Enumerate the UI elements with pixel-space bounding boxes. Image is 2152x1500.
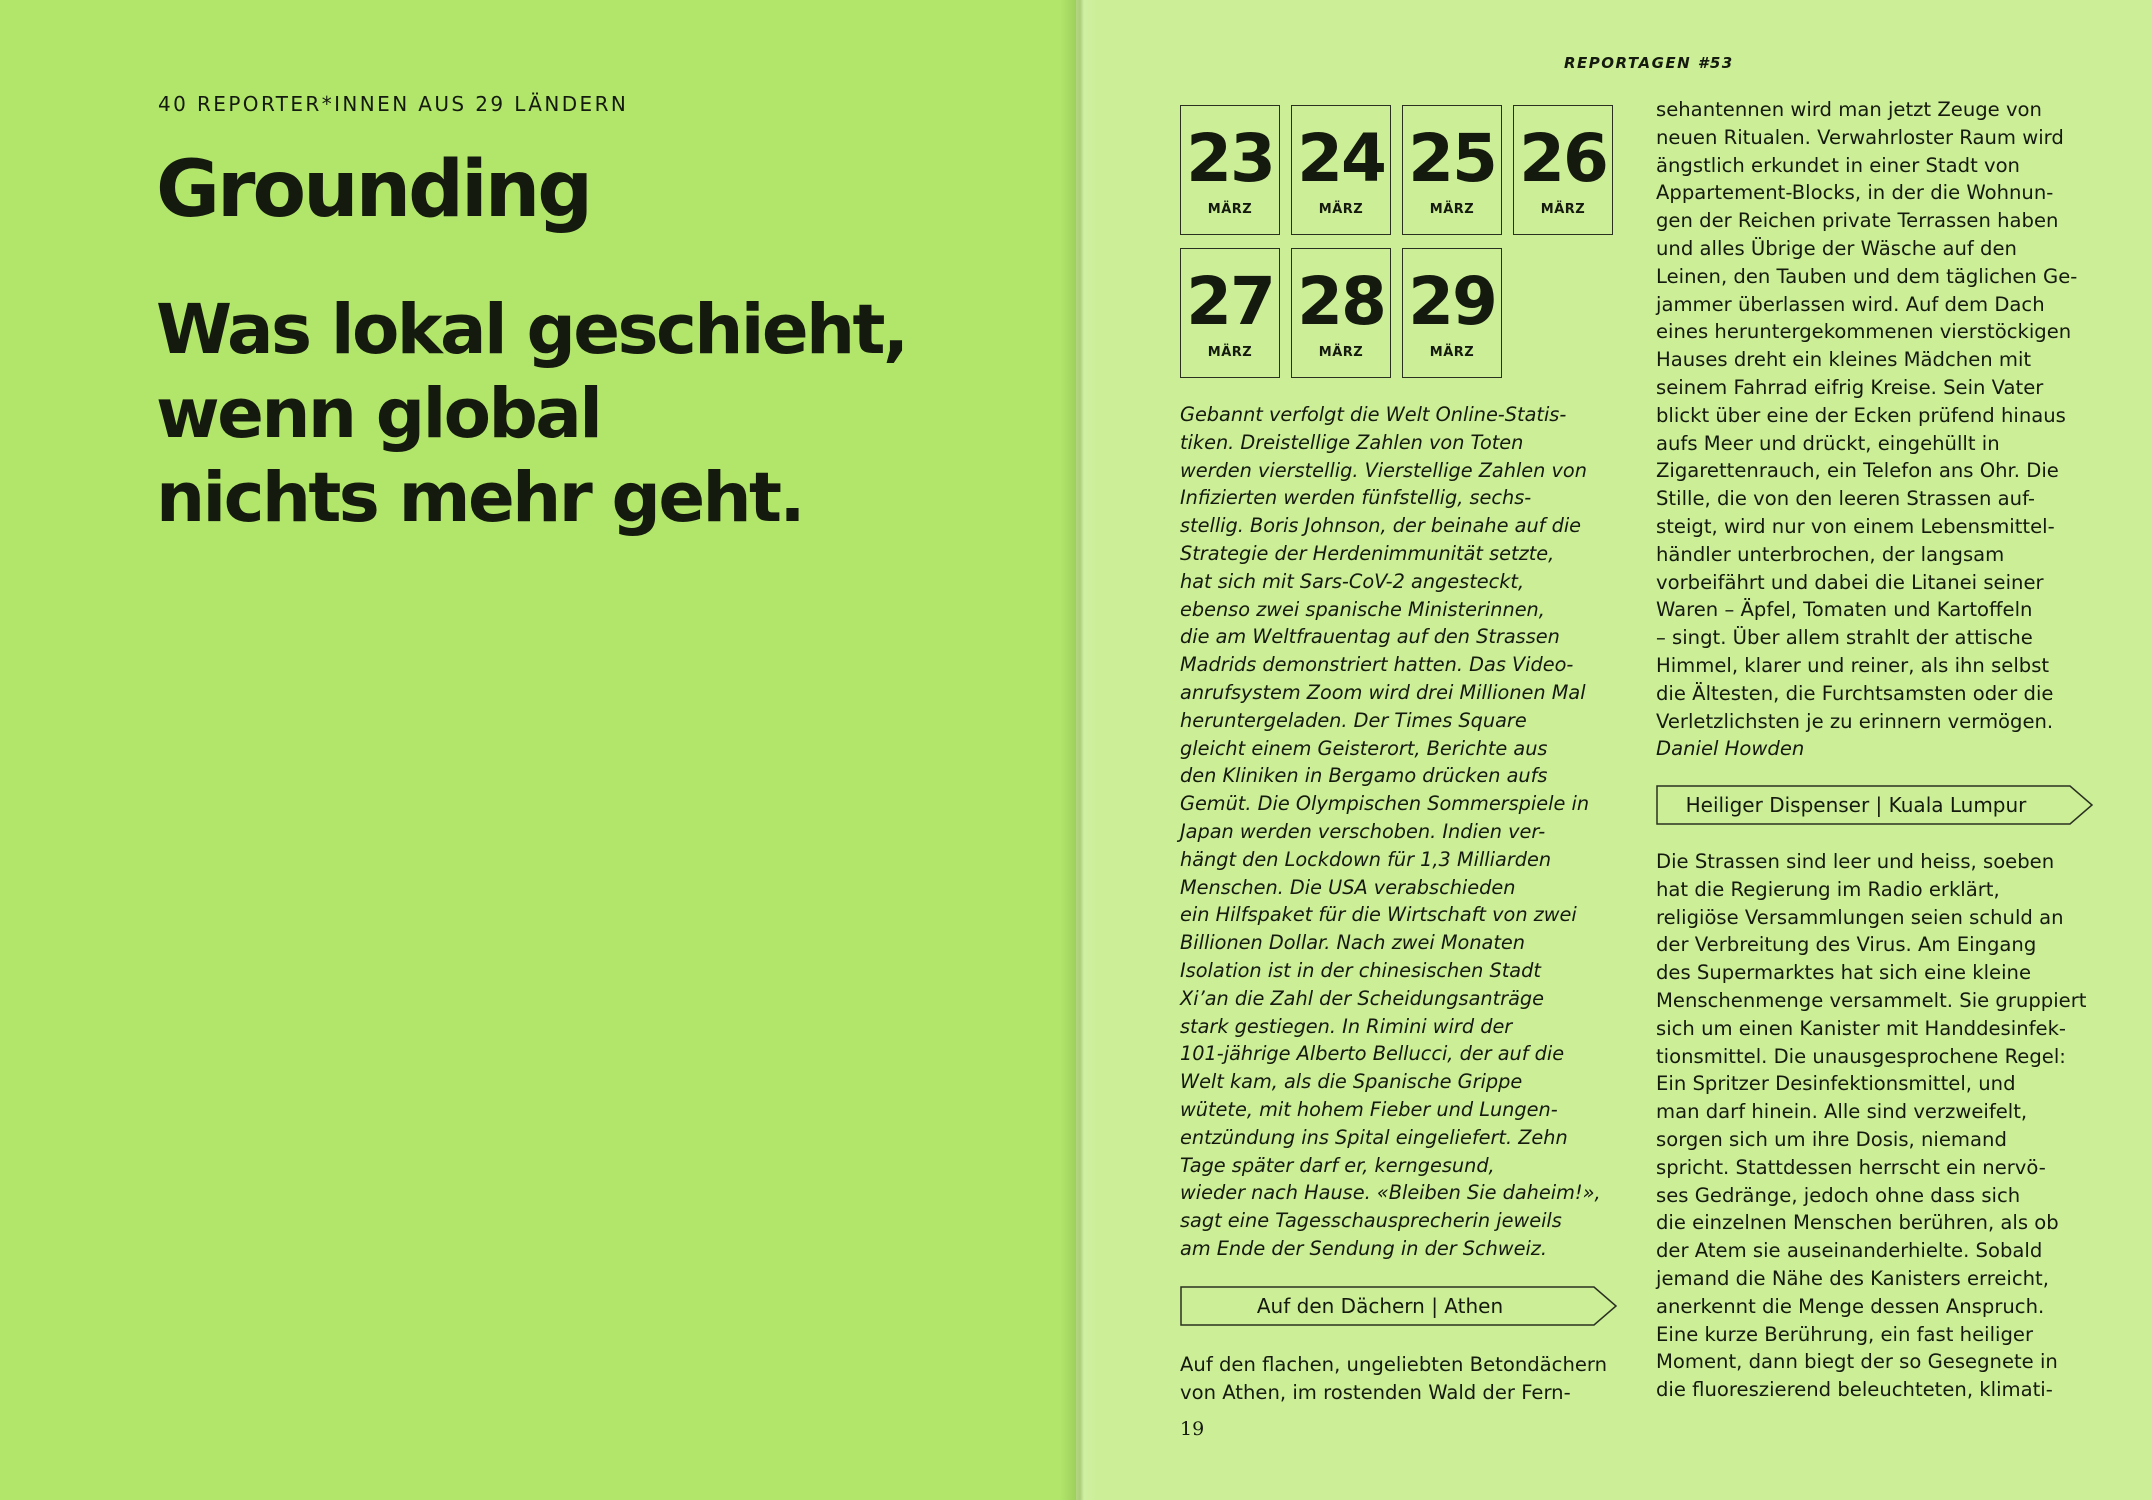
- body-line: sorgen sich um ihre Dosis, niemand: [1656, 1127, 2007, 1151]
- subtitle-line: Was lokal geschieht,: [156, 290, 907, 370]
- kuala-lumpur-text: [1656, 848, 2104, 1404]
- body-line: sich um einen Kanister mit Handdesinfek-: [1656, 1016, 2066, 1040]
- intro-line: hängt den Lockdown für 1,3 Milliarden: [1180, 847, 1552, 871]
- body-line: von Athen, im rostenden Wald der Fern-: [1180, 1380, 1571, 1404]
- date-box: [1513, 105, 1613, 235]
- body-line: tionsmittel. Die unausgesprochene Regel:: [1656, 1044, 2066, 1068]
- section-tag-label: Heiliger Dispenser | Kuala Lumpur: [1685, 793, 2027, 817]
- intro-line: werden vierstellig. Vierstellige Zahlen von: [1180, 458, 1587, 482]
- intro-line: Strategie der Herdenimmunität setzte,: [1180, 541, 1555, 565]
- page-spine: [1060, 0, 1100, 1500]
- athens-text-start: [1180, 1351, 1628, 1407]
- intro-line: Japan werden verschoben. Indien ver-: [1180, 819, 1546, 843]
- body-line: Eine kurze Berührung, ein fast heiliger: [1656, 1322, 2034, 1346]
- intro-line: Isolation ist in der chinesischen Stadt: [1180, 958, 1541, 982]
- kicker: 40 REPORTER*INNEN AUS 29 LÄNDERN: [158, 92, 629, 116]
- body-line: Zigarettenrauch, ein Telefon ans Ohr. Die: [1656, 459, 2059, 483]
- body-line: religiöse Versammlungen seien schuld an: [1656, 905, 2064, 929]
- intro-line: Welt kam, als die Spanische Grippe: [1180, 1070, 1523, 1094]
- body-line: sehantennen wird man jetzt Zeuge von: [1656, 98, 2042, 121]
- body-line: Himmel, klarer und reiner, als ihn selbst: [1656, 653, 2050, 677]
- intro-line: wütete, mit hohem Fieber und Lungen-: [1180, 1097, 1558, 1121]
- subtitle-line: nichts mehr geht.: [156, 458, 804, 538]
- date-month: MÄRZ: [1540, 202, 1586, 217]
- date-month: MÄRZ: [1429, 202, 1475, 217]
- intro-line: stellig. Boris Johnson, der beinahe auf die: [1180, 514, 1582, 538]
- author-name: Daniel Howden: [1656, 737, 1805, 761]
- body-line: Die Strassen sind leer und heiss, soeben: [1656, 850, 2055, 873]
- body-line: der Verbreitung des Virus. Am Eingang: [1656, 933, 2037, 957]
- date-box: [1291, 105, 1391, 235]
- body-line: Leinen, den Tauben und dem täglichen Ge-: [1656, 264, 2078, 288]
- date-day: 29: [1408, 263, 1496, 340]
- body-line: jammer überlassen wird. Auf dem Dach: [1656, 292, 2045, 316]
- intro-line: sagt eine Tagesschausprecherin jeweils: [1180, 1209, 1562, 1233]
- body-line: eines heruntergekommenen vierstöckigen: [1656, 320, 2072, 344]
- intro-line: ebenso zwei spanische Ministerinnen,: [1180, 597, 1545, 621]
- date-month: MÄRZ: [1318, 202, 1364, 217]
- intro-line: Gemüt. Die Olympischen Sommerspiele in: [1180, 792, 1590, 816]
- intro-line: Menschen. Die USA verabschieden: [1180, 875, 1516, 899]
- body-line: neuen Ritualen. Verwahrloster Raum wird: [1656, 125, 2064, 149]
- intro-line: heruntergeladen. Der Times Square: [1180, 708, 1527, 732]
- intro-line: tiken. Dreistellige Zahlen von Toten: [1180, 430, 1524, 454]
- body-line: jemand die Nähe des Kanisters erreicht,: [1656, 1266, 2049, 1290]
- intro-line: entzündung ins Spital eingeliefert. Zehn: [1180, 1125, 1568, 1149]
- body-line: die fluoreszierend beleuchteten, klimati-: [1656, 1378, 2053, 1402]
- date-day: 25: [1408, 120, 1496, 197]
- intro-line: den Kliniken in Bergamo drücken aufs: [1180, 764, 1548, 788]
- intro-line: die am Weltfrauentag auf den Strassen: [1180, 625, 1560, 649]
- date-month: MÄRZ: [1207, 202, 1253, 217]
- subtitle-line: wenn global: [156, 374, 601, 454]
- date-box: [1402, 248, 1502, 378]
- date-day: 26: [1519, 120, 1607, 197]
- body-line: ses Gedränge, jedoch ohne dass sich: [1656, 1183, 2021, 1207]
- subtitle: [156, 288, 907, 540]
- date-box: [1180, 248, 1280, 378]
- body-line: Hauses dreht ein kleines Mädchen mit: [1656, 348, 2032, 372]
- intro-line: anrufsystem Zoom wird drei Millionen Mal: [1180, 680, 1586, 704]
- body-line: der Atem sie auseinanderhielte. Sobald: [1656, 1239, 2043, 1263]
- body-line: vorbeifährt und dabei die Litanei seiner: [1656, 570, 2044, 594]
- body-line: gen der Reichen private Terrassen haben: [1656, 209, 2059, 233]
- intro-line: Infizierten werden fünfstellig, sechs-: [1180, 486, 1532, 510]
- body-line: anerkennt die Menge dessen Anspruch.: [1656, 1294, 2045, 1318]
- intro-line: Tage später darf er, kerngesund,: [1180, 1153, 1495, 1177]
- body-line: Appartement-Blocks, in der die Wohnun-: [1656, 181, 2054, 205]
- intro-line: Gebannt verfolgt die Welt Online-Statis-: [1180, 403, 1567, 426]
- date-month: MÄRZ: [1429, 345, 1475, 360]
- body-line: Moment, dann biegt der so Gesegnete in: [1656, 1350, 2058, 1374]
- body-line: spricht. Stattdessen herrscht ein nervö-: [1656, 1155, 2046, 1179]
- body-line: und alles Übrige der Wäsche auf den: [1656, 236, 2017, 260]
- section-tag-athens: [1180, 1286, 1618, 1326]
- body-line: Auf den flachen, ungeliebten Betondächern: [1180, 1353, 1608, 1376]
- intro-line: stark gestiegen. In Rimini wird der: [1180, 1014, 1513, 1038]
- intro-text: [1180, 401, 1628, 1263]
- body-line: aufs Meer und drückt, eingehüllt in: [1656, 431, 2000, 455]
- body-line: hat die Regierung im Radio erklärt,: [1656, 877, 2000, 901]
- body-line: steigt, wird nur von einem Lebensmittel-: [1656, 514, 2055, 538]
- date-month: MÄRZ: [1207, 345, 1253, 360]
- date-box: [1180, 105, 1280, 235]
- intro-line: am Ende der Sendung in der Schweiz.: [1180, 1236, 1548, 1260]
- body-line: die Ältesten, die Furchtsamsten oder die: [1656, 681, 2054, 705]
- body-line: Waren – Äpfel, Tomaten und Kartoffeln: [1656, 598, 2033, 622]
- intro-line: Xi’an die Zahl der Scheidungsanträge: [1180, 986, 1545, 1010]
- body-line: Verletzlichsten je zu erinnern vermögen.: [1656, 709, 2054, 733]
- body-line: Ein Spritzer Desinfektionsmittel, und: [1656, 1072, 2016, 1096]
- intro-line: hat sich mit Sars-CoV-2 angesteckt,: [1180, 569, 1525, 593]
- body-line: die einzelnen Menschen berühren, als ob: [1656, 1211, 2059, 1235]
- athens-text-continued: [1656, 96, 2104, 763]
- body-line: seinem Fahrrad eifrig Kreise. Sein Vater: [1656, 375, 2044, 399]
- body-line: händler unterbrochen, der langsam: [1656, 542, 2005, 566]
- intro-line: wieder nach Hause. «Bleiben Sie daheim!»,: [1180, 1181, 1601, 1205]
- body-line: blickt über eine der Ecken prüfend hinaus: [1656, 403, 2066, 427]
- section-tag-kuala-lumpur: [1656, 785, 2094, 825]
- date-day: 28: [1297, 263, 1385, 340]
- intro-line: ein Hilfspaket für die Wirtschaft von zwei: [1180, 903, 1577, 927]
- date-day: 23: [1186, 120, 1274, 197]
- intro-line: Billionen Dollar. Nach zwei Monaten: [1180, 931, 1526, 955]
- date-box: [1402, 105, 1502, 235]
- date-box: [1291, 248, 1391, 378]
- body-line: Menschenmenge versammelt. Sie gruppiert: [1656, 988, 2087, 1012]
- body-line: – singt. Über allem strahlt der attische: [1656, 626, 2033, 650]
- running-head: REPORTAGEN #53: [1564, 54, 1734, 72]
- body-line: Stille, die von den leeren Strassen auf-: [1656, 487, 2035, 511]
- page-number: 19: [1180, 1418, 1205, 1440]
- body-line: des Supermarktes hat sich eine kleine: [1656, 961, 2032, 985]
- page-title: Grounding: [156, 145, 591, 235]
- body-line: man darf hinein. Alle sind verzweifelt,: [1656, 1100, 2028, 1124]
- section-tag-label: Auf den Dächern | Athen: [1256, 1294, 1504, 1318]
- date-day: 24: [1297, 120, 1385, 197]
- intro-line: 101-jährige Alberto Bellucci, der auf die: [1180, 1042, 1565, 1066]
- intro-line: gleicht einem Geisterort, Berichte aus: [1180, 736, 1548, 760]
- date-month: MÄRZ: [1318, 345, 1364, 360]
- intro-line: Madrids demonstriert hatten. Das Video-: [1180, 653, 1574, 677]
- body-line: ängstlich erkundet in einer Stadt von: [1656, 153, 2020, 177]
- date-day: 27: [1186, 263, 1274, 340]
